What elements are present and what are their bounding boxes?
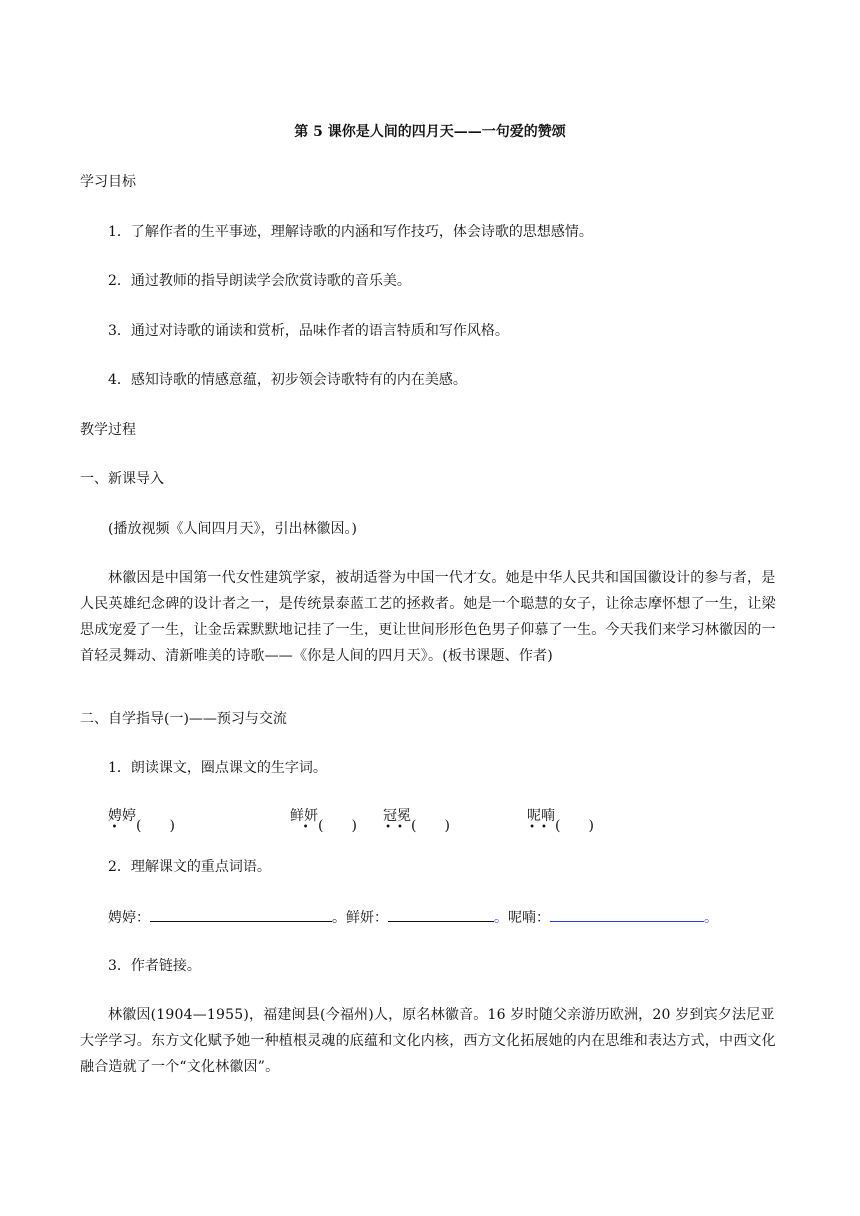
word-paren: ( ) [411, 818, 450, 834]
task2: 2．理解课文的重点词语。 [108, 859, 271, 875]
word-paren: ( ) [136, 818, 175, 834]
def-blank[interactable] [388, 906, 494, 922]
intro-paragraph: 林徽因是中国第一代女性建筑学家，被胡适誉为中国一代才女。她是中华人民共和国国徽设计的参与者，是人民英雄纪念碑的设计者之一，是传统景泰蓝工艺的拯救者。她是一个聪慧的女子，让徐志摩怀想了一生，让梁思成宠爱了一生，让金岳霖默默地记挂了一生，更让世间形形色色男子仰慕了一生。今天我们来学习林徽因的一首轻灵舞动、清新唯美的诗歌——《你是人间的四月天》。(板书课题、作者) [80, 570, 776, 664]
word-text: 娉婷 [108, 808, 136, 824]
def-blank[interactable] [150, 906, 332, 922]
process-heading: 教学过程 [80, 422, 136, 438]
objective-item: 1．了解作者的生平事迹，理解诗歌的内涵和写作技巧，体会诗歌的思想感情。 [108, 224, 593, 240]
word-paren: ( ) [555, 818, 594, 834]
def-end: 。 [332, 910, 346, 926]
word-paren: ( ) [318, 818, 357, 834]
def-blank[interactable] [550, 906, 704, 922]
lesson-title: 第 5 课你是人间的四月天——一句爱的赞颂 [294, 124, 566, 140]
def-end: 。 [704, 910, 718, 926]
definitions-line [108, 906, 718, 928]
video-note: (播放视频《人间四月天》，引出林徽因。) [108, 521, 357, 537]
word-item: 呢喃 •• ( ) [527, 808, 594, 834]
word-item: 鲜妍 • ( ) [290, 808, 357, 834]
objectives-heading: 学习目标 [80, 174, 136, 190]
task3: 3．作者链接。 [108, 958, 201, 974]
def-end: 。 [494, 910, 508, 926]
objective-item: 3．通过对诗歌的诵读和赏析，品味作者的语言特质和写作风格。 [108, 323, 509, 339]
word-text: 鲜妍 [290, 808, 318, 824]
section2-heading: 二、自学指导(一)——预习与交流 [80, 711, 287, 727]
task1: 1．朗读课文，圈点课文的生字词。 [108, 760, 327, 776]
def-label: 娉婷： [108, 910, 150, 926]
word-item: 冠冕 •• ( ) [383, 808, 450, 834]
def-label: 鲜妍： [346, 910, 388, 926]
word-text: 呢喃 [527, 808, 555, 824]
def-label: 呢喃： [508, 910, 550, 926]
word-text: 冠冕 [383, 808, 411, 824]
word-item: 娉婷 • ( ) [108, 808, 175, 834]
objective-item: 4．感知诗歌的情感意蕴，初步领会诗歌特有的内在美感。 [108, 372, 467, 388]
author-bio: 林徽因(1904—1955)，福建闽县(今福州)人，原名林徽音。16 岁时随父亲游历欧洲，20 岁到宾夕法尼亚大学学习。东方文化赋予她一种植根灵魂的底蕴和文化内核，西方文化拓展她的内在思维和表达方式，中西文化融合造就了一个“文化林徽因”。 [80, 1007, 776, 1075]
section1-heading: 一、新课导入 [80, 471, 164, 487]
objective-item: 2．通过教师的指导朗读学会欣赏诗歌的音乐美。 [108, 273, 411, 289]
